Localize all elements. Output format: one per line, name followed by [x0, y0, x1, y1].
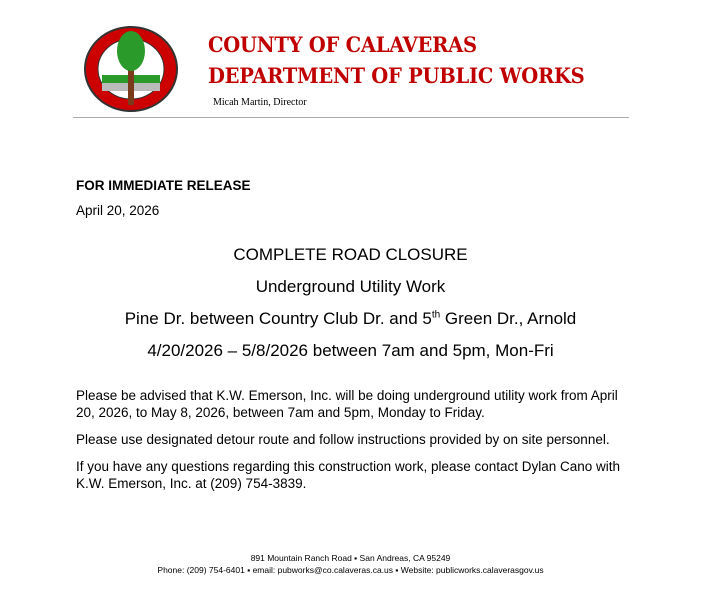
release-label: FOR IMMEDIATE RELEASE [76, 178, 251, 193]
county-title: COUNTY OF CALAVERAS [208, 32, 477, 57]
headline-closure: COMPLETE ROAD CLOSURE [233, 245, 468, 264]
body-paragraph: Please be advised that K.W. Emerson, Inc. will be doing underground utility work from April 20, 2026, to May 8, 2026, between 7am and 5pm, Monday to Friday. [76, 388, 618, 420]
location-text: Pine Dr. between Country Club Dr. and 5 [124, 309, 432, 328]
headline-location [0, 309, 701, 329]
ordinal-suffix: th [431, 309, 441, 321]
body-paragraph: Please use designated detour route and follow instructions provided by on site personnel. [76, 432, 610, 447]
header-divider [73, 117, 629, 118]
director-name: Micah Martin, Director [213, 97, 307, 108]
release-date: April 20, 2026 [76, 203, 160, 218]
department-title: DEPARTMENT OF PUBLIC WORKS [208, 63, 585, 88]
footer-address: 891 Mountain Ranch Road ▪ San Andreas, CA 95249 [250, 553, 451, 563]
location-text-end: Green Dr., Arnold [440, 309, 577, 328]
body-paragraph: If you have any questions regarding this construction work, please contact Dylan Cano with K.W. Emerson, Inc. at (209) 754-3839. [76, 459, 621, 491]
headline-dates: 4/20/2026 – 5/8/2026 between 7am and 5pm, Mon-Fri [147, 341, 554, 360]
headline-work-type: Underground Utility Work [255, 277, 446, 296]
county-seal-logo [82, 25, 180, 113]
footer-contact: Phone: (209) 754-6401 ▪ email: pubworks@co.calaveras.ca.us ▪ Website: publicworks.calaverasgov.us [157, 565, 544, 575]
